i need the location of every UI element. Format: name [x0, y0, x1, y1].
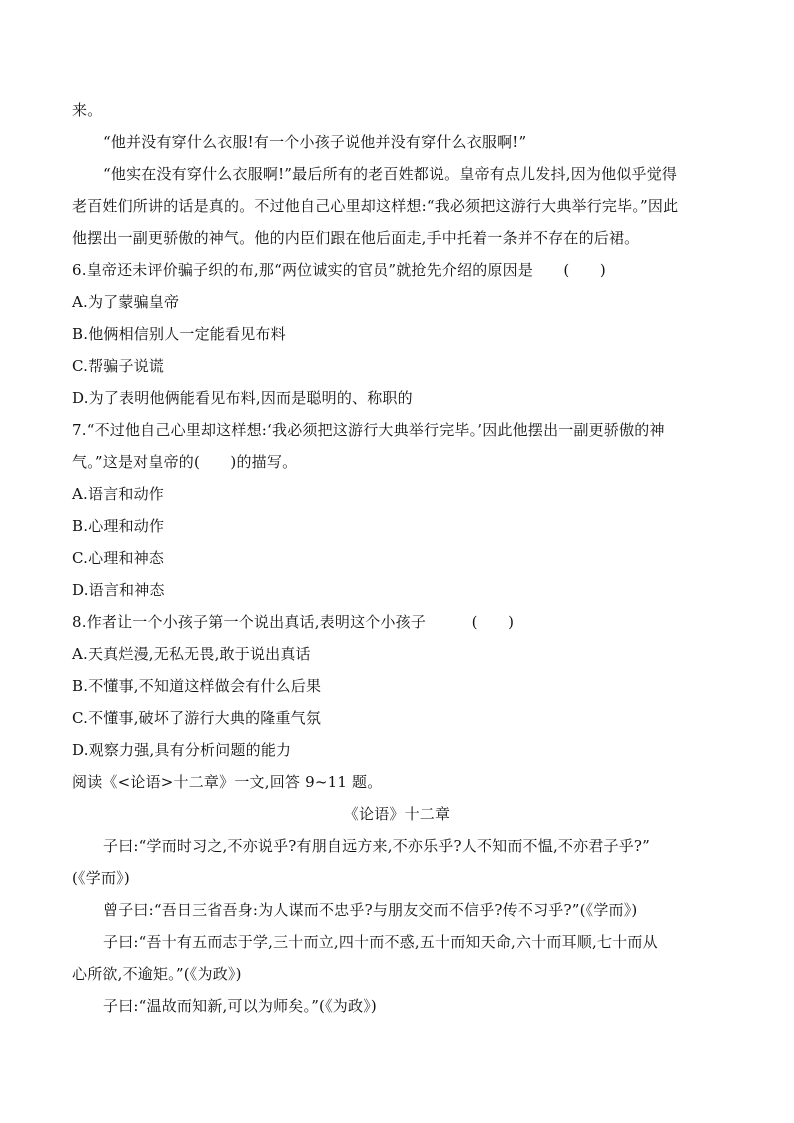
q7-option-d: D.语言和神态 — [72, 581, 165, 599]
question-7-stem-cont: 气。”这是对皇帝的( )的描写。 — [72, 453, 298, 471]
q6-option-a: A.为了蒙骗皇帝 — [72, 293, 180, 311]
passage-line: “他并没有穿什么衣服!有一个小孩子说他并没有穿什么衣服啊!” — [103, 133, 527, 151]
question-8-stem: 8.作者让一个小孩子第一个说出真话,表明这个小孩子 ( ) — [72, 613, 515, 631]
passage-line: 他摆出一副更骄傲的神气。他的内臣们跟在他后面走,手中托着一条并不存在的后裙。 — [72, 229, 640, 247]
passage-line: “他实在没有穿什么衣服啊!”最后所有的老百姓都说。皇帝有点儿发抖,因为他似乎觉得 — [103, 165, 678, 183]
q8-option-a: A.天真烂漫,无私无畏,敢于说出真话 — [72, 645, 311, 663]
q7-option-a: A.语言和动作 — [72, 485, 165, 503]
q6-option-c: C.帮骗子说谎 — [72, 357, 165, 375]
q6-option-b: B.他俩相信别人一定能看见布料 — [72, 325, 286, 343]
analects-paragraph-cont: 心所欲,不逾矩。”(《为政》) — [72, 965, 242, 983]
q7-option-b: B.心理和动作 — [72, 517, 165, 535]
question-6-stem: 6.皇帝还未评价骗子织的布,那“两位诚实的官员”就抢先介绍的原因是 ( ) — [72, 261, 606, 279]
q6-option-d: D.为了表明他俩能看见布料,因而是聪明的、称职的 — [72, 389, 413, 407]
q8-option-b: B.不懂事,不知道这样做会有什么后果 — [72, 677, 322, 695]
analects-paragraph: 子曰:“学而时习之,不亦说乎?有朋自远方来,不亦乐乎?人不知而不愠,不亦君子乎?” — [103, 837, 651, 855]
analects-paragraph: 子曰:“温故而知新,可以为师矣。”(《为政》) — [103, 997, 377, 1015]
q8-option-d: D.观察力强,具有分析问题的能力 — [72, 741, 292, 759]
reading-instruction: 阅读《<论语>十二章》一文,回答 9~11 题。 — [72, 773, 383, 791]
analects-paragraph: 曾子曰:“吾日三省吾身:为人谋而不忠乎?与朋友交而不信乎?传不习乎?”(《学而》) — [103, 901, 638, 919]
q8-option-c: C.不懂事,破坏了游行大典的隆重气氛 — [72, 709, 322, 727]
reading-title: 《论语》十二章 — [343, 805, 451, 823]
passage-line: 来。 — [72, 101, 103, 119]
analects-paragraph: 子曰:“吾十有五而志于学,三十而立,四十而不惑,五十而知天命,六十而耳顺,七十而从 — [103, 933, 658, 951]
q7-option-c: C.心理和神态 — [72, 549, 165, 567]
passage-line: 老百姓们所讲的话是真的。不过他自己心里却这样想:“我必须把这游行大典举行完毕。”因此 — [72, 197, 679, 215]
analects-source: (《学而》) — [72, 869, 130, 887]
question-7-stem: 7.“不过他自己心里却这样想:‘我必须把这游行大典举行完毕。’因此他摆出一副更骄傲的神 — [72, 421, 665, 439]
